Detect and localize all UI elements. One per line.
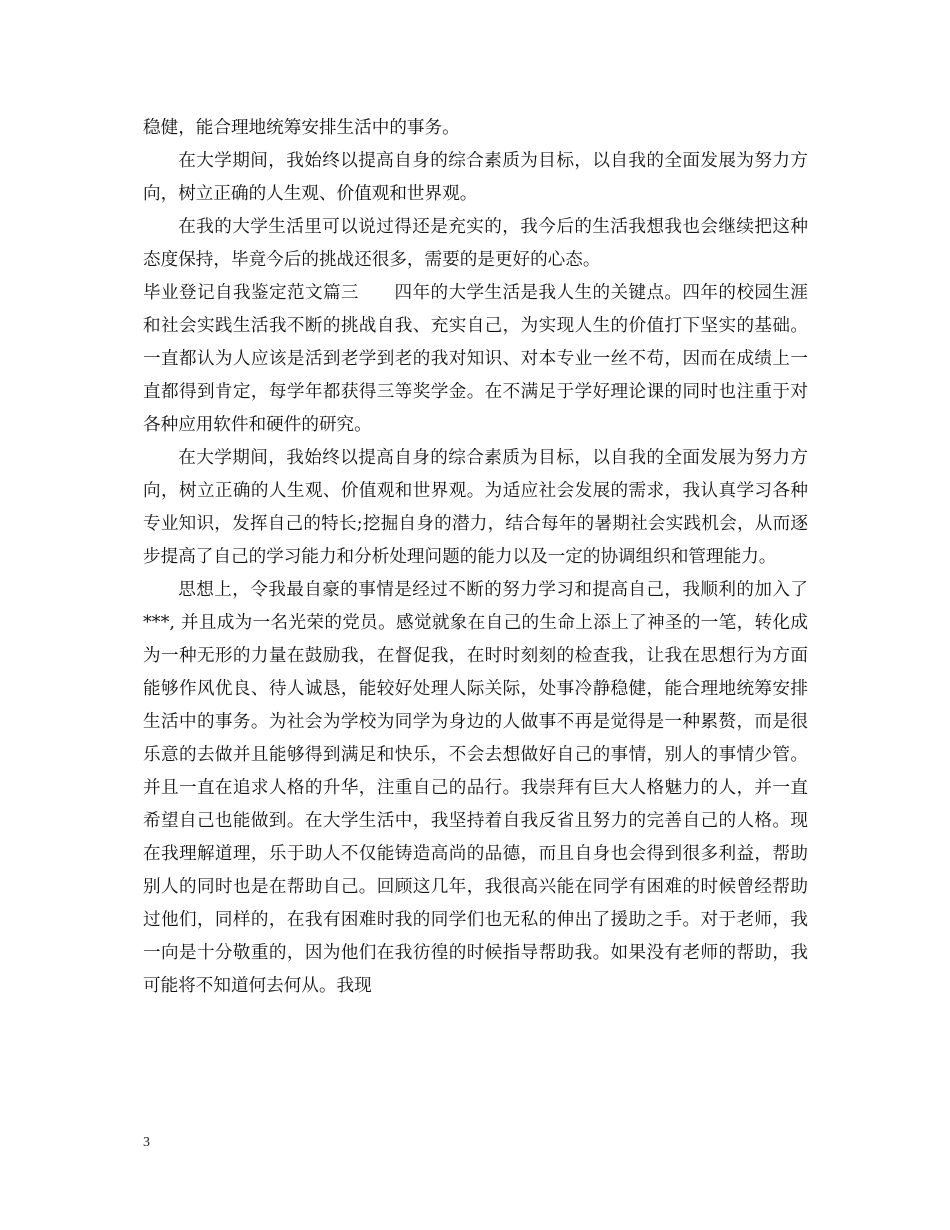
- paragraph-3: 在我的大学生活里可以说过得还是充实的，我今后的生活我想我也会继续把这种态度保持，毕竟今后的挑战还很多，需要的是更好的心态。: [143, 217, 808, 270]
- body-text: [143, 112, 808, 1003]
- paragraph-4-text: 四年的大学生活是我人生的关键点。四年的校园生涯和社会实践生活我不断的挑战自我、充实自己，为实现人生的价值打下坚实的基础。一直都认为人应该是活到老学到老的我对知识、对本专业一丝不苟，因而在成绩上一直都得到肯定，每学年都获得三等奖学金。在不满足于学好理论课的同时也注重于对各种应用软件和硬件的研究。: [143, 283, 808, 435]
- page-number: 3: [143, 1135, 150, 1150]
- heading-gap: [359, 283, 394, 303]
- paragraph-2: 在大学期间，我始终以提高自身的综合素质为目标，以自我的全面发展为努力方向，树立正确的人生观、价值观和世界观。: [143, 151, 808, 204]
- paragraph-5: 在大学期间，我始终以提高自身的综合素质为目标，以自我的全面发展为努力方向，树立正确的人生观、价值观和世界观。为适应社会发展的需求，我认真学习各种专业知识，发挥自己的特长;挖掘自身的潜力，结合每年的暑期社会实践机会，从而逐步提高了自己的学习能力和分析处理问题的能力以及一定的协调组织和管理能力。: [143, 448, 808, 567]
- section-heading: 毕业登记自我鉴定范文篇三: [143, 283, 359, 303]
- paragraph-1: 稳健，能合理地统筹安排生活中的事务。: [143, 118, 460, 138]
- paragraph-6: 思想上，令我最自豪的事情是经过不断的努力学习和提高自己，我顺利的加入了***, 并且成为一名光荣的党员。感觉就象在自己的生命上添上了神圣的一笔，转化成为一种无形的力量在鼓励我，在督促我，在时时刻刻的检查我，让我在思想行为方面能够作风优良、待人诚恳，能较好处理人际关际，处事冷静稳健，能合理地统筹安排生活中的事务。为社会为学校为同学为身边的人做事不再是觉得是一种累赘，而是很乐意的去做并且能够得到满足和快乐，不会去想做好自己的事情，别人的事情少管。并且一直在追求人格的升华，注重自己的品行。我崇拜有巨大人格魅力的人，并一直希望自己也能做到。在大学生活中，我坚持着自我反省且努力的完善自己的人格。现在我理解道理，乐于助人不仅能铸造高尚的品德，而且自身也会得到很多利益，帮助别人的同时也是在帮助自己。回顾这几年，我很高兴能在同学有困难的时候曾经帮助过他们，同样的，在我有困难时我的同学们也无私的伸出了援助之手。对于老师，我一向是十分敬重的，因为他们在我彷徨的时候指导帮助我。如果没有老师的帮助，我可能将不知道何去何从。我现: [143, 580, 808, 996]
- paragraph-4: [143, 277, 808, 442]
